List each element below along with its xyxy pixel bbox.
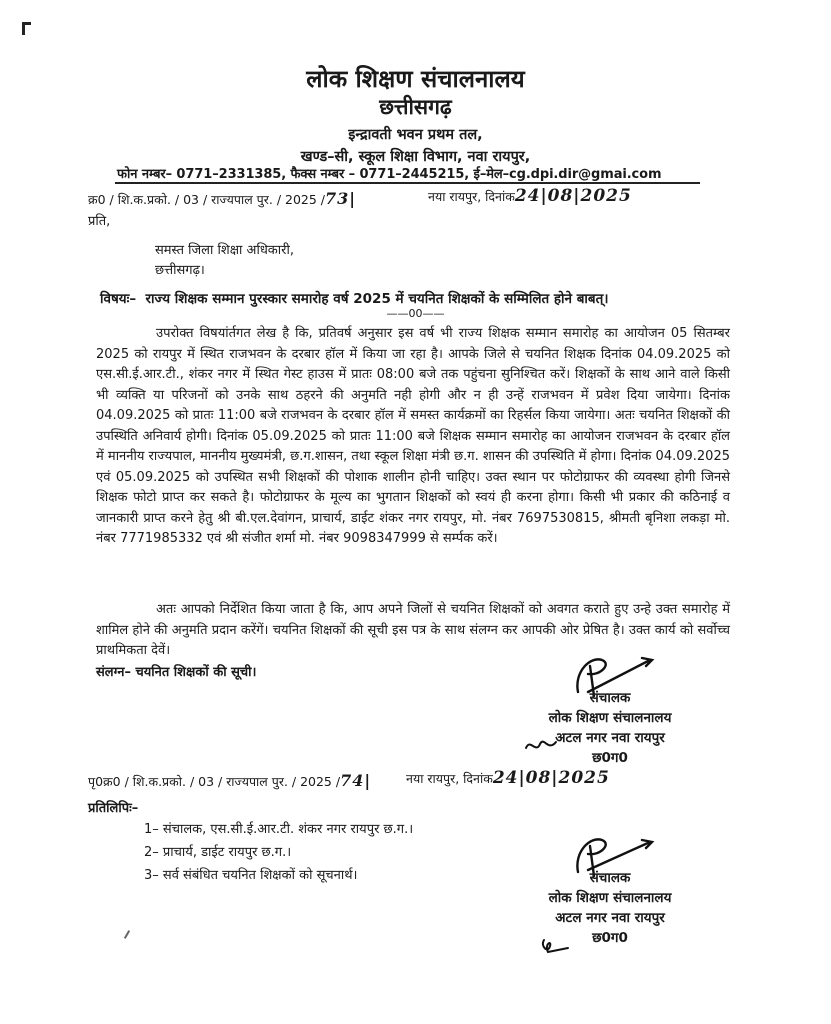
copy-item: 1– संचालक, एस.सी.ई.आर.टी. शंकर नगर रायपुर छ.ग.। xyxy=(144,822,414,837)
copy-item: 2– प्राचार्य, डाईट रायपुर छ.ग.। xyxy=(144,845,292,860)
body-paragraph-2-text: अतः आपको निर्देशित किया जाता है कि, आप अपने जिलों से चयनित शिक्षकों को अवगत कराते हुए उन्हे उक्त समारोह में शामिल होने की अनुमति प्रदान करेंगें। चयनित शिक्षकों की सूची इस पत्र के साथ संलग्न कर आपकी ओर प्रेषित है। उक्त कार्य को सर्वोच्च प्राथमिकता देवें। xyxy=(96,602,730,658)
state-name: छत्तीसगढ़ xyxy=(379,95,452,119)
body-paragraph-1 xyxy=(96,324,730,550)
letter-date xyxy=(428,186,632,206)
scan-corner-mark xyxy=(22,22,31,35)
address-line-2: खण्ड–सी, स्कूल शिक्षा विभाग, नवा रायपुर, xyxy=(300,149,531,165)
signatory-state: छ0ग0 xyxy=(592,930,628,946)
address-line-1: इन्द्रावती भवन प्रथम तल, xyxy=(348,127,483,143)
subject-line xyxy=(100,289,608,307)
signatory-location: अटल नगर नवा रायपुर xyxy=(555,910,665,926)
office-title: लोक शिक्षण संचालनालय xyxy=(306,65,525,93)
copy-to-heading: प्रतिलिपिः– xyxy=(88,801,139,816)
date-label: नया रायपुर, दिनांक xyxy=(428,189,515,204)
endorsement-date-handwritten: 24|08|2025 xyxy=(492,768,610,788)
to-label: प्रति, xyxy=(88,214,111,229)
addressee-line-1: समस्त जिला शिक्षा अधिकारी, xyxy=(155,243,294,258)
signatory-designation: संचालक xyxy=(589,690,631,706)
body-paragraph-1-text: उपरोक्त विषयांर्तगत लेख है कि, प्रतिवर्ष अनुसार इस वर्ष भी राज्य शिक्षक सम्मान समारोह का आयोजन 05 सितम्बर 2025 को रायपुर में स्थित राजभवन के दरबार हॉल में किया जा रहा है। आपके जिले से चयनित शिक्षक दिनांक 04.09.2025 को एस.सी.ई.आर.टी., शंकर नगर में स्थित गेस्ट हाउस में प्रातः 08:00 बजे तक पहुंचना सुनिश्चित करें। शिक्षकों के साथ आने वाले किसी भी व्यक्ति या परिजनों को उनके साथ ठहरने की अनुमति नही होगी और न ही उन्हें राजभवन में प्रवेश दिया जायेगा। दिनांक 04.09.2025 को प्रातः 11:00 बजे राजभवन के दरबार हॉल में समस्त कार्यक्रमों का रिहर्सल किया जायेगा। अतः चयनित शिक्षकों की उपस्थिति अनिवार्य होगी। दिनांक 05.09.2025 को प्रातः 11:00 बजे शिक्षक सम्मान समारोह का आयोजन राजभवन के दरबार हॉल में माननीय राज्यपाल, माननीय मुख्यमंत्री, छ.ग.शासन, तथा स्कूल शिक्षा मंत्री छ.ग. शासन की उपस्थिति में होगा। दिनांक 04.09.2025 एवं 05.09.2025 को उपस्थित सभी शिक्षकों की पोशाक शालीन होनी चाहिए। उक्त स्थान पर फोटोग्राफर की व्यवस्था होगी जिनसे शिक्षक फोटो प्राप्त कर सकते है। फोटोग्राफर के मूल्य का भुगतान शिक्षकों को स्वयं ही करना होगा। किसी भी प्रकार की कठिनाई व जानकारी प्राप्त करने हेतु श्री बी.एल.देवांगन, प्राचार्य, डाईट शंकर नगर रायपुर, मो. नंबर 7697530815, श्रीमती बृनिशा लकड़ा मो. नंबर 7771985332 एवं श्री संजीत शर्मा मो. नंबर 9098347999 से सर्म्पक करें। xyxy=(96,326,730,546)
reference-number: क्र0 / शि.क.प्रको. / 03 / राज्यपाल पुर. / 2025 /73| xyxy=(88,189,357,208)
signature-block-2 xyxy=(490,868,730,948)
endorsement-number-handwritten: 74 xyxy=(340,771,365,790)
contact-line: फोन नम्बर– 0771–2331385, फैक्स नम्बर – 0771–2445215, ई–मेल–cg.dpi.dir@gmai.com xyxy=(117,167,662,182)
signatory-location: अटल नगर नवा रायपुर xyxy=(555,730,665,746)
attachment-note: संलग्न– चयनित शिक्षकों की सूची। xyxy=(96,665,257,680)
initials-scribble-2 xyxy=(538,936,572,958)
signatory-office: लोक शिक्षण संचालनालय xyxy=(548,710,672,726)
initials-scribble-1 xyxy=(522,732,562,758)
endorsement-date xyxy=(406,768,610,788)
endorsement-date-label: नया रायपुर, दिनांक xyxy=(406,771,493,786)
endorsement-reference: पृ0क्र0 / शि.क.प्रको. / 03 / राज्यपाल पुर. / 2025 /74| xyxy=(88,771,372,790)
addressee-line-2: छत्तीसगढ़। xyxy=(155,263,205,278)
signatory-designation: संचालक xyxy=(589,870,631,886)
subject-text: राज्य शिक्षक सम्मान पुरस्कार समारोह वर्ष 2025 में चयनित शिक्षकों के सम्मिलित होने बाबत्। xyxy=(145,291,609,307)
subject-divider: ——00—— xyxy=(386,307,445,320)
date-handwritten: 24|08|2025 xyxy=(514,186,632,206)
reference-number-handwritten: 73 xyxy=(325,189,350,208)
reference-prefix: क्र0 / शि.क.प्रको. / 03 / राज्यपाल पुर. / 2025 / xyxy=(88,192,326,207)
signatory-office: लोक शिक्षण संचालनालय xyxy=(548,890,672,906)
subject-label: विषयः– xyxy=(100,291,137,307)
header-rule xyxy=(115,182,700,184)
endorsement-reference-prefix: पृ0क्र0 / शि.क.प्रको. / 03 / राज्यपाल पुर. / 2025 / xyxy=(88,774,341,789)
signatory-state: छ0ग0 xyxy=(592,750,628,766)
scan-stray-mark xyxy=(124,930,130,939)
copy-item: 3– सर्व संबंधित चयनित शिक्षकों को सूचनार्थ। xyxy=(144,868,358,883)
copy-to-list xyxy=(144,818,413,887)
